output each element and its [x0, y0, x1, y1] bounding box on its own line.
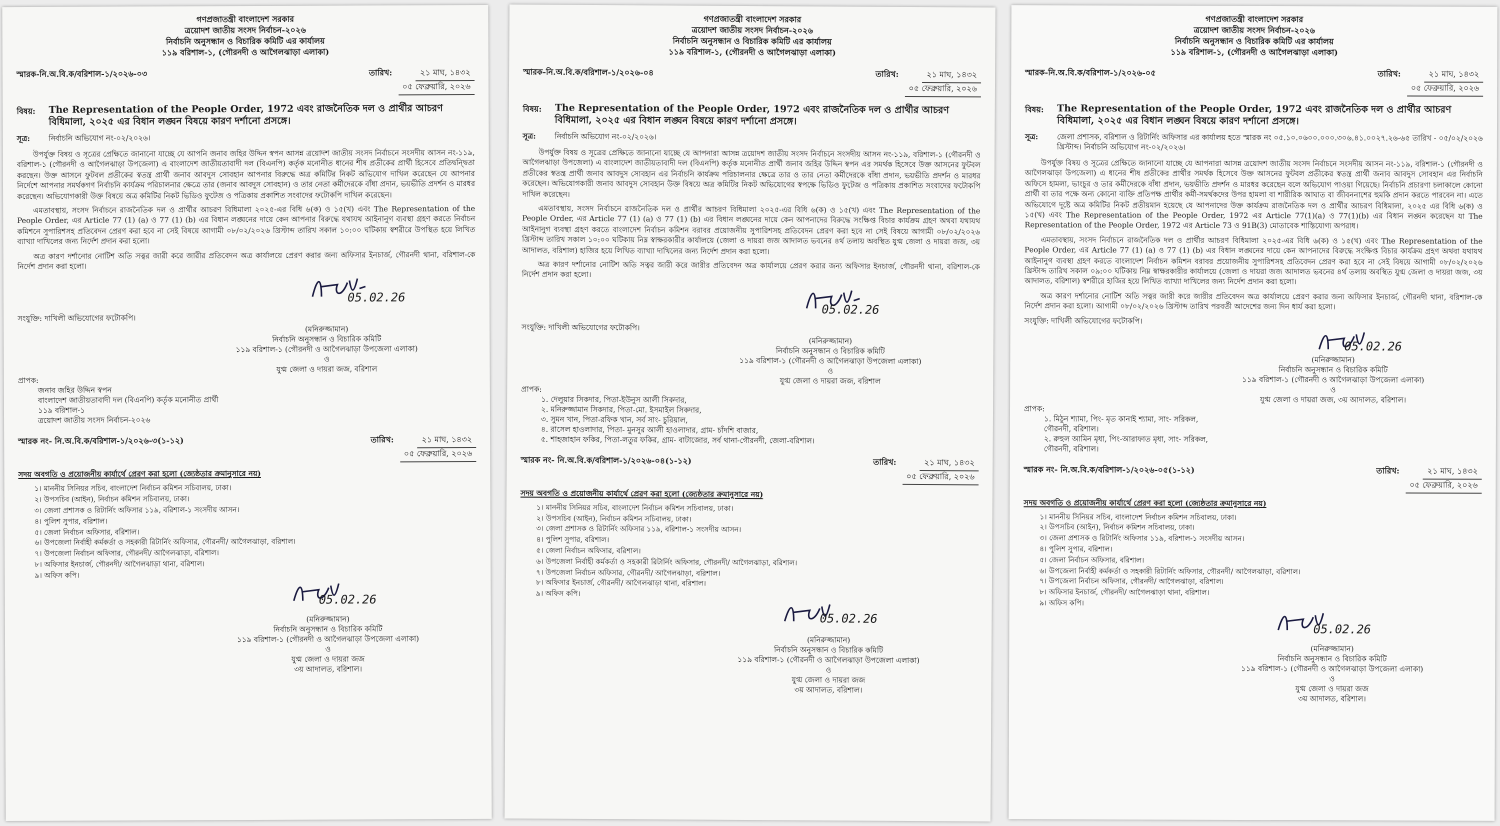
cc-item: ৩। জেলা প্রশাসক ও রিটার্নিং অফিসার ১১৯, বরিশাল-১ সংসদীয় আসন। — [34, 505, 240, 515]
date-label: তারিখ: — [1377, 68, 1401, 79]
notice-body — [17, 148, 476, 272]
recipient-line: গৌরনদী, বরিশাল। — [1043, 443, 1099, 454]
source-label: সূত্র: — [1024, 132, 1039, 142]
memo-line — [16, 67, 474, 97]
footer-role: যুগ্ম জেলা ও দায়রা জজ — [1295, 684, 1369, 694]
cc-item: ৪। পুলিশ সুপার, বরিশাল। — [34, 516, 108, 526]
date-english: ০৫ ফেব্রুয়ারি, ২০২৬ — [398, 81, 474, 95]
cc-item: ৬। উপজেলা নির্বাহী কর্মকর্তা ও সহকারী রিটার্নিং অফিসার, গৌরনদী/ আগৈলঝাড়া, বরিশাল। — [1039, 565, 1301, 576]
cc-item: ৮। অফিসার ইনচার্জ, গৌরনদী/ আগৈলঝাড়া থানা, বরিশাল। — [34, 559, 205, 569]
letterhead — [523, 13, 981, 60]
memo-line — [1025, 67, 1483, 97]
signer-title: নির্বাচনি অনুসন্ধান ও বিচারিক কমিটি — [1277, 653, 1387, 664]
memo-line-2 — [1024, 464, 1482, 494]
signer-title: নির্বাচনি অনুসন্ধান ও বিচারিক কমিটি — [273, 624, 383, 634]
recipient-line: ২. রুহুল আমিন মৃধা, পিং-আরাফাত মৃধা, সাং- সরিকল, — [1043, 433, 1209, 444]
cc-item: ২। উপসচিব (আইন), নির্বাচন কমিশন সচিবালয়, ঢাকা। — [34, 494, 190, 505]
letterhead-area: ১১৯ বরিশাল-১, (গৌরনদী ও আগৈলঝাড়া এলাকা) — [668, 46, 836, 58]
cc-item: ৪। পুলিশ সুপার, বরিশাল। — [1039, 544, 1113, 554]
footer-court: ৩য় আদালত, বরিশাল। — [794, 685, 863, 695]
body-paragraph-3: অত্র কারণ দর্শানোর নোটিশ অতি সত্বর জারী করে জারীর প্রতিবেদন অত্র কার্যালয়ে প্রেরণ করার জন্য অফিসার ইনচার্জ, গৌরনদী থানা, বরিশাল-কে নির্দেশ প্রদান করা হলো। — [17, 249, 476, 272]
body-paragraph-2: এমতাবস্থায়, সংসদ নির্বাচনে রাজনৈতিক দল ও প্রার্থীর আচরণ বিধিমালা ২০২৫-এর বিধি ৬(ক) ও ১৫(খ) এবং The Representation of the People Order, এর Article 77 (1) (a) ও 77 (1) (b) এর বিধান লঙ্ঘনের দায়ে কেন আপনাদের বিরুদ্ধে সংক্ষিপ্ত বিচার কার্যক্রম গ্রহণ অথবা যথাযথ আইনানুগ ব্যবস্থা গ্রহণ করতে বাংলাদেশ নির্বাচন কমিশন বরাবর প্রয়োজনীয় সুপারিশসহ প্রতিবেদন প্রেরণ করা হবে না সেই বিষয়ে আগামী ০৮/০২/২০২৬ খ্রিস্টাব্দ তারিখ সকাল ১০:০০ ঘটিকায় নিম্ন স্বাক্ষরকারীর কার্যালয়ে (জেলা ও দায়রা জজ আদালত ভবনের ৪র্থ তলায় অবস্থিত যুগ্ম জেলা ও দায়রা জজ, ৩য় আদালত, বরিশাল) হাজির হয়ে লিখিত ব্যাখ্যা দাখিলের জন্য নির্দেশ প্রদান করা হলো। — [521, 203, 981, 256]
signer-and: ও — [825, 665, 832, 675]
signer-title: নির্বাচনি অনুসন্ধান ও বিচারিক কমিটি — [1278, 364, 1388, 375]
recipient-line: জনাব জহির উদ্দিন স্বপন — [37, 386, 112, 396]
cc-item: ৮। অফিসার ইনচার্জ, গৌরনদী/ আগৈলঝাড়া থানা, বরিশাল। — [1039, 587, 1210, 598]
letterhead — [16, 13, 474, 59]
signer-title: নির্বাচনি অনুসন্ধান ও বিচারিক কমিটি — [272, 334, 382, 345]
memo-number: স্মারক-নি.অ.বি.ক/বরিশাল-১/২০২৬-০৪ — [523, 66, 654, 78]
recipient-line: ১১৯ বরিশাল-১ — [37, 406, 86, 416]
body-paragraph-3: অত্র কারণ দর্শানোর নোটিশ অতি সত্বর জারী করে জারীর প্রতিবেদন অত্র কার্যালয়ে প্রেরণ করার জন্য অফিসার ইনচার্জ, গৌরনদী থানা, বরিশাল-কে নির্দেশ প্রদান করা হলো। — [521, 259, 980, 280]
cc-item: ৭। উপজেলা নির্বাচন অফিসার, গৌরনদী/ আগৈলঝাড়া, বরিশাল। — [535, 567, 721, 578]
cc-list — [1039, 512, 1481, 611]
signature-area-2 — [1023, 609, 1481, 641]
recipient-line: বাংলাদেশ জাতীয়তাবাদী দল (বিএনপি) কর্তৃক মনোনীত প্রার্থী — [37, 395, 219, 406]
letterhead-committee: নির্বাচনি অনুসন্ধান ও বিচারিক কমিটি এর কার্যালয় — [1174, 35, 1334, 47]
date-label: তারিখ: — [875, 68, 899, 79]
cc-item: ৯। অফিস কপি। — [1039, 598, 1084, 608]
memo-number-2: স্মারক নং- নি.অ.বি.ক/বরিশাল-১/২০২৬-০৪(১-১২) — [520, 454, 692, 466]
body-paragraph-1: উপর্যুক্ত বিষয় ও সূত্রের প্রেক্ষিতে জানানো যাচ্ছে যে আপনি জনাব জহির উদ্দিন স্বপন আসন্ন ত্রয়োদশ জাতীয় সংসদ নির্বাচনে সংসদীয় আসন নং-১১৯, বরিশাল-১ (গৌরনদী ও আগৈলঝাড়া উপজেলা) এ বাংলাদেশ জাতীয়তাবাদী দল (বিএনপি) কর্তৃক মনোনীত ধানের শীষ প্রতীকের প্রার্থী হিসেবে প্রতিদ্বন্দ্বিতা করছেন। উক্ত আসনে ফুটবল প্রতীকের স্বতন্ত্র প্রার্থী জনাব আবদুস সোবহান আপনার বিরুদ্ধে অত্র কমিটির নিকট অভিযোগ দাখিল করেছেন যে আপনার নির্দেশে আপনার সমর্থকগণ নির্বাচনি কার্যক্রম পরিচালনার ক্ষেত্রে তার (জনাব আবদুস সোবহান) ও তার নেতা কর্মীদেরকে বাঁধা প্রদান, ভয়ভীতি প্রদর্শন ও মারধর করেছেন। অভিযোগকারী উক্ত বিষয়ে অত্র কমিটির নিকট ভিডিও ফুটেজ ও পত্রিকায় প্রকাশিত সংবাদের ফটোকপি দাখিল করেছেন। — [16, 148, 476, 201]
letterhead-election: ত্রয়োদশ জাতীয় সংসদ নির্বাচন-২০২৬ — [184, 24, 306, 36]
cc-item: ৫। জেলা নির্বাচন অফিসার, বরিশাল। — [34, 527, 140, 537]
cc-heading: সদয় অবগতি ও প্রয়োজনীয় কার্যার্থে প্রেরণ করা হলো (জ্যেষ্ঠতার ক্রমানুসারে নয়) — [18, 469, 261, 480]
date-english: ০৫ ফেব্রুয়ারি, ২০২৬ — [1407, 83, 1483, 97]
notice-document-2 — [505, 5, 996, 822]
recipients — [18, 374, 476, 426]
signer-name: (মনিরুজ্জামান) — [304, 325, 349, 335]
signer-title: নির্বাচনি অনুসন্ধান ও বিচারিক কমিটি — [773, 645, 884, 655]
attachment-note: সংযুক্তি: দাখিলী অভিযোগের ফটোকপি। — [17, 313, 136, 324]
footer-signatory — [1183, 644, 1481, 705]
cc-heading: সদয় অবগতি ও প্রয়োজনীয় কার্যার্থে প্রেরণ করা হলো (জ্যেষ্ঠতার ক্রমানুসারে নয়) — [520, 488, 764, 499]
source-line — [17, 132, 475, 144]
signer-area: ১১৯ বরিশাল-১ (গৌরনদী ও আগৈলঝাড়া উপজেলা এলাকা) — [235, 344, 418, 355]
recipients — [1024, 404, 1482, 456]
date-bangla: ২১ মাঘ, ১৪৩২ — [923, 69, 982, 83]
cc-item: ২। উপসচিব (আইন), নির্বাচন কমিশন সচিবালয়, ঢাকা। — [536, 513, 692, 524]
cc-item: ৬। উপজেলা নির্বাহী কর্মকর্তা ও সহকারী রিটার্নিং অফিসার, গৌরনদী/ আগৈলঝাড়া, বরিশাল। — [34, 537, 296, 548]
letterhead-area: ১১৯ বরিশাল-১, (গৌরনদী ও আগৈলঝাড়া এলাকা) — [161, 46, 330, 58]
recipient-line: গৌরনদী, বরিশাল। — [1043, 423, 1099, 434]
signatory-block — [681, 335, 979, 387]
cc-item: ১। মাননীয় সিনিয়র সচিব, বাংলাদেশ নির্বাচন কমিশন সচিবালয়, ঢাকা। — [536, 502, 734, 513]
signature-area — [17, 274, 475, 310]
cc-item: ৫। জেলা নির্বাচন অফিসার, বরিশাল। — [536, 545, 641, 556]
subject-line — [523, 103, 981, 130]
cc-item: ৩। জেলা প্রশাসক ও রিটার্নিং অফিসার ১১৯, বরিশাল-১ সংসদীয় আসন। — [1039, 533, 1245, 544]
footer-signatory — [679, 635, 977, 697]
source-line — [523, 132, 981, 145]
signature-date: 05.02.26 — [1313, 622, 1372, 637]
date-label: তারিখ: — [873, 456, 897, 467]
subject-text: The Representation of the People Order, 1972 এবং রাজনৈতিক দল ও প্রার্থীর আচরণ বিধিমালা, ২০২৫ এর বিধান লঙ্ঘন বিষয়ে কারণ দর্শানো প্রসঙ্গে। — [554, 102, 950, 128]
body-paragraph-1: উপর্যুক্ত বিষয় ও সূত্রের প্রেক্ষিতে জানানো যাচ্ছে যে আপনারা আসন্ন ত্রয়োদশ জাতীয় সংসদ নির্বাচনে সংসদীয় আসন নং-১১৯, বরিশাল-১ (গৌরনদী ও আগৈলঝাড়া উপজেলা) এ ধানের শীষ প্রতীকের প্রার্থীর সমর্থক হিসেবে উক্ত আসনের ফুটবল প্রতীকের স্বতন্ত্র প্রার্থী জনাব আবদুস সোবহান এর নির্বাচনি অফিসে হামলা, ভাংচুর ও তার কর্মীদেরকে বাঁধা প্রদান, ভয়ভীতি প্রদর্শন ও মারধর করেছেন বলে অভিযোগ পাওয়া গিয়েছে। নির্বাচনি প্রচারণা চলাকালে কোনো প্রার্থী বা তার পক্ষে অন্য কোনো ব্যক্তি প্রতিপক্ষ প্রার্থীর কর্মী-সমর্থকদের উপর হামলা বা শারীরিক আঘাত বা জীবননাশের হুমকি প্রদান করতে পারবেন না। এতে অভিযোগে দূষ্টে অত্র কমিটির নিকট প্রতীয়মান হয়েছে যে আপনাদের উক্ত কার্যক্রম রাজনৈতিক দল ও প্রার্থীর আচরণ বিধিমালা, ২০২৫ এর বিধি ৬(ক) ও ১৫(খ) এবং The Representation of the People Order, 1972 এর Article 77(1)(a) ও 77(1)(b) এর বিধান লঙ্ঘন করেছেন যা The Representation of the People Order, 1972 এর Article 73 ও 91B(3) মোতাবেক শাস্তিযোগ্য অপরাধ। — [1024, 158, 1483, 231]
subject-label: বিষয়: — [1025, 104, 1044, 115]
source-text: জেলা প্রশাসক, বরিশাল ও রিটার্নিং অফিসার এর কার্যালয় হতে স্মারক নং ০৫.১০.০৬০০.০০০.৩০৬.৪১.০০২৭.২৬-৬৫ তারিখ - ০৫/০২/২০২৬ খ্রিস্টাব্দ। নির্বাচনি অভিযোগ নং-০২/২০২৬। — [1056, 132, 1483, 152]
memo-line-2 — [18, 434, 476, 464]
signer-title: নির্বাচনি অনুসন্ধান ও বিচারিক কমিটি — [775, 346, 885, 356]
body-paragraph-1: উপর্যুক্ত বিষয় ও সূত্রের প্রেক্ষিতে জানানো যাচ্ছে যে আপনারা আসন্ন ত্রয়োদশ জাতীয় সংসদ নির্বাচনে সংসদীয় আসন নং-১১৯, বরিশাল-১ (গৌরনদী ও আগৈলঝাড়া উপজেলা) এ বাংলাদেশ জাতীয়তাবাদী দল (বিএনপি) কর্তৃক মনোনীত প্রার্থী জনাব জহির উদ্দিন স্বপন এর সমর্থক হিসেবে উক্ত আসনের ফুটবল প্রতীকের স্বতন্ত্র প্রার্থী জনাব আবদুস সোবহান এর নির্বাচনি কার্যক্রম পরিচালনার ক্ষেত্রে তার ও তার নেতা কর্মীদেরকে বাঁধা প্রদান, ভয়ভীতি প্রদর্শন ও মারধর করেছেন। অভিযোগকারী জনাব আবদুস সোবহান উক্ত বিষয়ে অত্র কমিটির নিকট অভিযোগের স্বপক্ষে ভিডিও ফুটেজ ও পত্রিকায় প্রকাশিত সংবাদের ফটোকপি দাখিল করেছেন। — [522, 147, 981, 199]
footer-court: ৩য় আদালত, বরিশাল। — [294, 664, 363, 674]
cc-item: ৪। পুলিশ সুপার, বরিশাল। — [536, 534, 610, 545]
notice-document-3 — [1009, 5, 1498, 821]
signer-name: (মনিরুজ্জামান) — [1311, 354, 1355, 365]
recipients — [521, 384, 979, 447]
footer-court: ৩য় আদালত, বরিশাল। — [1298, 694, 1366, 704]
signer-role: যুগ্ম জেলা ও দায়রা জজ, বরিশাল — [276, 364, 378, 375]
date-bangla: ২১ মাঘ, ১৪৩২ — [1425, 69, 1484, 83]
footer-role: যুগ্ম জেলা ও দায়রা জজ — [291, 654, 365, 664]
subject-label: বিষয়: — [16, 105, 36, 117]
memo-number: স্মারক-নি.অ.বি.ক/বরিশাল-১/২০২৬-০৫ — [1025, 67, 1156, 78]
date-english: ০৫ ফেব্রুয়ারি, ২০২৬ — [400, 448, 476, 462]
letterhead-government: গণপ্রজাতন্ত্রী বাংলাদেশ সরকার — [1205, 13, 1304, 25]
source-text: নির্বাচনি অভিযোগ নং-০২/২০২৬। — [48, 133, 151, 143]
source-text: নির্বাচনি অভিযোগ নং-০২/২০২৬। — [554, 131, 657, 142]
signature-date: 05.02.26 — [821, 302, 880, 317]
signature-date: 05.02.26 — [347, 290, 406, 306]
footer-role: যুগ্ম জেলা ও দায়রা জজ — [791, 675, 866, 685]
signer-and: ও — [827, 366, 834, 376]
signatory-block — [1184, 354, 1482, 405]
signer-role: যুগ্ম জেলা ও দায়রা জজ, বরিশাল — [779, 376, 881, 386]
signature-area — [1024, 328, 1482, 356]
source-line — [1025, 132, 1483, 154]
notice-body — [1024, 158, 1483, 313]
memo-line-2 — [521, 454, 979, 485]
letterhead-committee: নির্বাচনি অনুসন্ধান ও বিচারিক কমিটি এর কার্যালয় — [165, 35, 325, 47]
footer-signatory — [179, 614, 477, 675]
memo-number-2: স্মারক নং- নি.অ.বি.ক/বরিশাল-১/২০২৬-০৫(১-১২) — [1023, 463, 1195, 475]
signer-role: যুগ্ম জেলা ও দায়রা জজ, ৩য় আদালত, বরিশাল। — [1260, 394, 1407, 405]
signer-area: ১১৯ বরিশাল-১ (গৌরনদী ও আগৈলঝাড়া উপজেলা এলাকা) — [236, 633, 420, 644]
cc-list — [34, 482, 476, 581]
body-paragraph-3: অত্র কারণ দর্শানোর নোটিশ অতি সত্বর জারী করে জারীর প্রতিবেদন অত্র কার্যালয়ে প্রেরণ করার জন্য অফিসার ইনচার্জ, গৌরনদী থানা, বরিশাল-কে নির্দেশ প্রদান করা হলো। আগামী ০৮/০২/২০২৬ খ্রিস্টাব্দ তারিখ পরবর্তী আদেশের জন্য দিন ধার্য করা হলো। — [1024, 291, 1483, 312]
date-bangla: ২১ মাঘ, ১৪৩২ — [418, 434, 477, 448]
subject-text: The Representation of the People Order, 1972 এবং রাজনৈতিক দল ও প্রার্থীর আচরণ বিধিমালা, ২০২৫ এর বিধান লঙ্ঘন বিষয়ে কারণ দর্শানো প্রসঙ্গে। — [1056, 103, 1452, 128]
cc-item: ১। মাননীয় সিনিয়র সচিব, বাংলাদেশ নির্বাচন কমিশন সচিবালয়, ঢাকা। — [1039, 511, 1237, 522]
signature-area — [522, 284, 980, 321]
signature-date: 05.02.26 — [318, 592, 377, 607]
cc-item: ৫। জেলা নির্বাচন অফিসার, বরিশাল। — [1039, 555, 1145, 565]
date-label: তারিখ: — [1376, 465, 1400, 476]
date-label: তারিখ: — [370, 434, 394, 445]
signer-name: (মনিরুজ্জামান) — [306, 614, 350, 624]
signer-name: (মনিরুজ্জামান) — [1310, 644, 1354, 654]
signer-area: ১১৯ বরিশাল-১ (গৌরনদী ও আগৈলঝাড়া উপজেলা এলাকা) — [1241, 374, 1425, 385]
date-english: ০৫ ফেব্রুয়ারি, ২০২৬ — [1405, 479, 1481, 493]
notice-document-1 — [2, 5, 492, 821]
cc-item: ২। উপসচিব (আইন), নির্বাচন কমিশন সচিবালয়, ঢাকা। — [1039, 522, 1195, 533]
date-english: ০৫ ফেব্রুয়ারি, ২০২৬ — [902, 471, 978, 485]
signer-area: ১১৯ বরিশাল-১ (গৌরনদী ও আগৈলঝাড়া উপজেলা এলাকা) — [739, 355, 922, 366]
signature-date: 05.02.26 — [1344, 339, 1403, 354]
memo-number: স্মারক-নি.অ.বি.ক/বরিশাল-১/২০২৬-০৩ — [16, 68, 148, 80]
attachment-note: সংযুক্তি: দাখিলী অভিযোগের ফটোকপি। — [1024, 315, 1143, 326]
recipient-line: ১. দেলুয়ার সিকদার, পিতা-ইউনুস আলী সিকদার, — [541, 394, 687, 405]
recipient-line: ১. মিঠুন শ্যামা, পিং- মৃত কানাই শ্যামা, সাং- সরিকল, — [1043, 413, 1199, 424]
subject-line — [17, 103, 475, 129]
memo-number-2: স্মারক নং- নি.অ.বি.ক/বরিশাল-১/২০২৬-৩(১-১২) — [18, 435, 184, 447]
source-label: সূত্র: — [522, 131, 536, 141]
cc-item: ৬। উপজেলা নির্বাহী কর্মকর্তা ও সহকারী রিটার্নিং অফিসার, গৌরনদী/ আগৈলঝাড়া, বরিশাল। — [536, 556, 798, 568]
signer-area: ১১৯ বরিশাল-১ (গৌরনদী ও আগৈলঝাড়া উপজেলা এলাকা) — [737, 654, 920, 666]
cc-heading: সদয় অবগতি ও প্রয়োজনীয় কার্যার্থে প্রেরণ করা হলো (জ্যেষ্ঠতার ক্রমানুসারে নয়) — [1023, 497, 1267, 508]
date-english: ০৫ ফেব্রুয়ারি, ২০২৬ — [905, 83, 981, 97]
date-bangla: ২১ মাঘ, ১৪৩২ — [920, 457, 979, 471]
body-paragraph-2: এমতাবস্থায়, সংসদ নির্বাচনে রাজনৈতিক দল ও প্রার্থীর আচরণ বিধিমালা ২০২৫-এর বিধি ৬(ক) ও ১৫(খ) এবং The Representation of the People Order, এর Article 77 (1) (a) ও 77 (1) (b) এর বিধান লঙ্ঘনের দায়ে কেন আপনাদের বিরুদ্ধে সংক্ষিপ্ত বিচার কার্যক্রম গ্রহণ অথবা যথাযথ আইনানুগ ব্যবস্থা গ্রহণ করতে বাংলাদেশ নির্বাচন কমিশন বরাবর প্রয়োজনীয় সুপারিশসহ প্রতিবেদন প্রেরণ করা হবে না সেই বিষয়ে আগামী ০৮/০২/২০২৬ খ্রিস্টাব্দ তারিখ সকাল ০৯:০০ ঘটিকায় নিম্ন স্বাক্ষরকারীর কার্যালয়ে (জেলা ও দায়রা জজ আদালত ভবনের ৪র্থ তলায় অবস্থিত যুগ্ম জেলা ও দায়রা জজ, ৩য় আদালত, বরিশাল) স্বশরীরে হাজির হয়ে লিখিত ব্যাখ্যা দাখিলের জন্য নির্দেশ প্রদান করা হলো। — [1024, 235, 1483, 287]
signature-area-2 — [520, 600, 978, 633]
cc-item: ৯। অফিস কপি। — [34, 570, 80, 580]
cc-item: ১। মাননীয় সিনিয়র সচিব, বাংলাদেশ নির্বাচন কমিশন সচিবালয়, ঢাকা। — [34, 483, 232, 494]
notice-body — [522, 148, 981, 284]
date-label: তারিখ: — [368, 67, 393, 78]
source-label: সূত্র: — [16, 133, 31, 144]
subject-line — [1025, 103, 1483, 129]
recipient-line: ২. মনিরুজ্জামান সিকদার, পিতা-মো. ইসমাইল সিকদার, — [540, 404, 702, 415]
recipient-line: ৫. শাহজাহান ফকির, পিতা-লতুর ফকির, গ্রাম- বাটাজোর, সর্ব থানা-গৌরনদী, জেলা-বরিশাল। — [540, 434, 815, 446]
recipient-label: প্রাপক: — [17, 376, 39, 386]
signer-area: ১১৯ বরিশাল-১ (গৌরনদী ও আগৈলঝাড়া উপজেলা এলাকা) — [1240, 663, 1424, 674]
recipient-line: ৪. রাসেল হাওলাদার, পিতা- মুনসুর আলী হাওলাদার, গ্রাম- চাঁদশি বাজার, — [540, 424, 759, 435]
signatory-block — [178, 324, 476, 375]
date-bangla: ২১ মাঘ, ১৪৩২ — [1423, 465, 1482, 479]
attachment-note: সংযুক্তি: দাখিলী অভিযোগের ফটোকপি। — [521, 322, 640, 333]
letterhead-government: গণপ্রজাতন্ত্রী বাংলাদেশ সরকার — [703, 13, 802, 25]
signature-date: 05.02.26 — [819, 611, 878, 626]
cc-item: ৩। জেলা প্রশাসক ও রিটার্নিং অফিসার ১১৯, বরিশাল-১ সংসদীয় আসন। — [536, 524, 742, 535]
body-paragraph-2: এমতাবস্থায়, সংসদ নির্বাচনে রাজনৈতিক দল ও প্রার্থীর আচরণ বিধিমালা ২০২৫-এর বিধি ৬(ক) ও ১৫(খ) এবং The Representation of the People Order, এর Article 77 (1) (a) ও 77 (1) (b) এর বিধান লঙ্ঘনের দায়ে কেন আপনার বিরুদ্ধে যথাযথ আইনানুগ ব্যবস্থা গ্রহণ করতে নির্বাচন কমিশনে সুপারিশসহ প্রতিবেদন প্রেরণ করা হবে না সেই বিষয়ে আগামী ০৮/০২/২০২৬ খ্রিস্টাব্দ তারিখ সকাল ১০:০০ ঘটিকায় স্বশরীরে উপস্থিত হয়ে লিখিত ব্যাখ্যা দাখিলের জন্য নির্দেশ প্রদান করা হলো। — [17, 204, 476, 247]
letterhead-election: ত্রয়োদশ জাতীয় সংসদ নির্বাচন-২০২৬ — [1193, 24, 1315, 36]
recipient-label: প্রাপক: — [1023, 403, 1045, 413]
signer-name: (মনিরুজ্জামান) — [806, 635, 851, 645]
cc-list — [536, 503, 979, 603]
date-bangla: ২১ মাঘ, ১৪৩২ — [416, 67, 475, 81]
recipient-label: প্রাপক: — [521, 384, 542, 394]
cc-item: ৯। অফিস কপি। — [535, 588, 581, 599]
letterhead — [1025, 13, 1483, 59]
subject-label: বিষয়: — [522, 103, 542, 114]
signer-and: ও — [1330, 384, 1336, 394]
cc-item: ৭। উপজেলা নির্বাচন অফিসার, গৌরনদী/ আগৈলঝাড়া, বরিশাল। — [34, 548, 219, 559]
recipient-line: ত্রয়োদশ জাতীয় সংসদ নির্বাচন-২০২৬ — [38, 415, 151, 426]
signer-name: (মনিরুজ্জামান) — [808, 336, 853, 346]
letterhead-election: ত্রয়োদশ জাতীয় সংসদ নির্বাচন-২০২৬ — [691, 24, 813, 36]
letterhead-area: ১১৯ বরিশাল-১, (গৌরনদী ও আগৈলঝাড়া এলাকা) — [1170, 46, 1338, 58]
subject-text: The Representation of the People Order, 1972 এবং রাজনৈতিক দল ও প্রার্থীর আচরণ বিধিমালা, ২০২৫ এর বিধান লঙ্ঘন বিষয়ে কারণ দর্শানো প্রসঙ্গে। — [48, 103, 443, 128]
memo-line — [523, 67, 981, 98]
signature-area-2 — [19, 580, 477, 612]
letterhead-committee: নির্বাচনি অনুসন্ধান ও বিচারিক কমিটি এর কার্যালয় — [672, 35, 832, 47]
cc-item: ৮। অফিসার ইনচার্জ, গৌরনদী/ আগৈলঝাড়া থানা, বরিশাল। — [535, 578, 707, 589]
signer-and: ও — [323, 355, 330, 365]
recipient-line: ৩. সুমন খান, পিতা-রফিক খান, সর্ব সাং- চুরিয়াল, — [540, 414, 688, 425]
signer-and: ও — [1329, 674, 1335, 684]
signer-and: ও — [325, 644, 331, 654]
cc-item: ৭। উপজেলা নির্বাচন অফিসার, গৌরনদী/ আগৈলঝাড়া, বরিশাল। — [1039, 576, 1224, 587]
letterhead-government: গণপ্রজাতন্ত্রী বাংলাদেশ সরকার — [196, 13, 295, 25]
